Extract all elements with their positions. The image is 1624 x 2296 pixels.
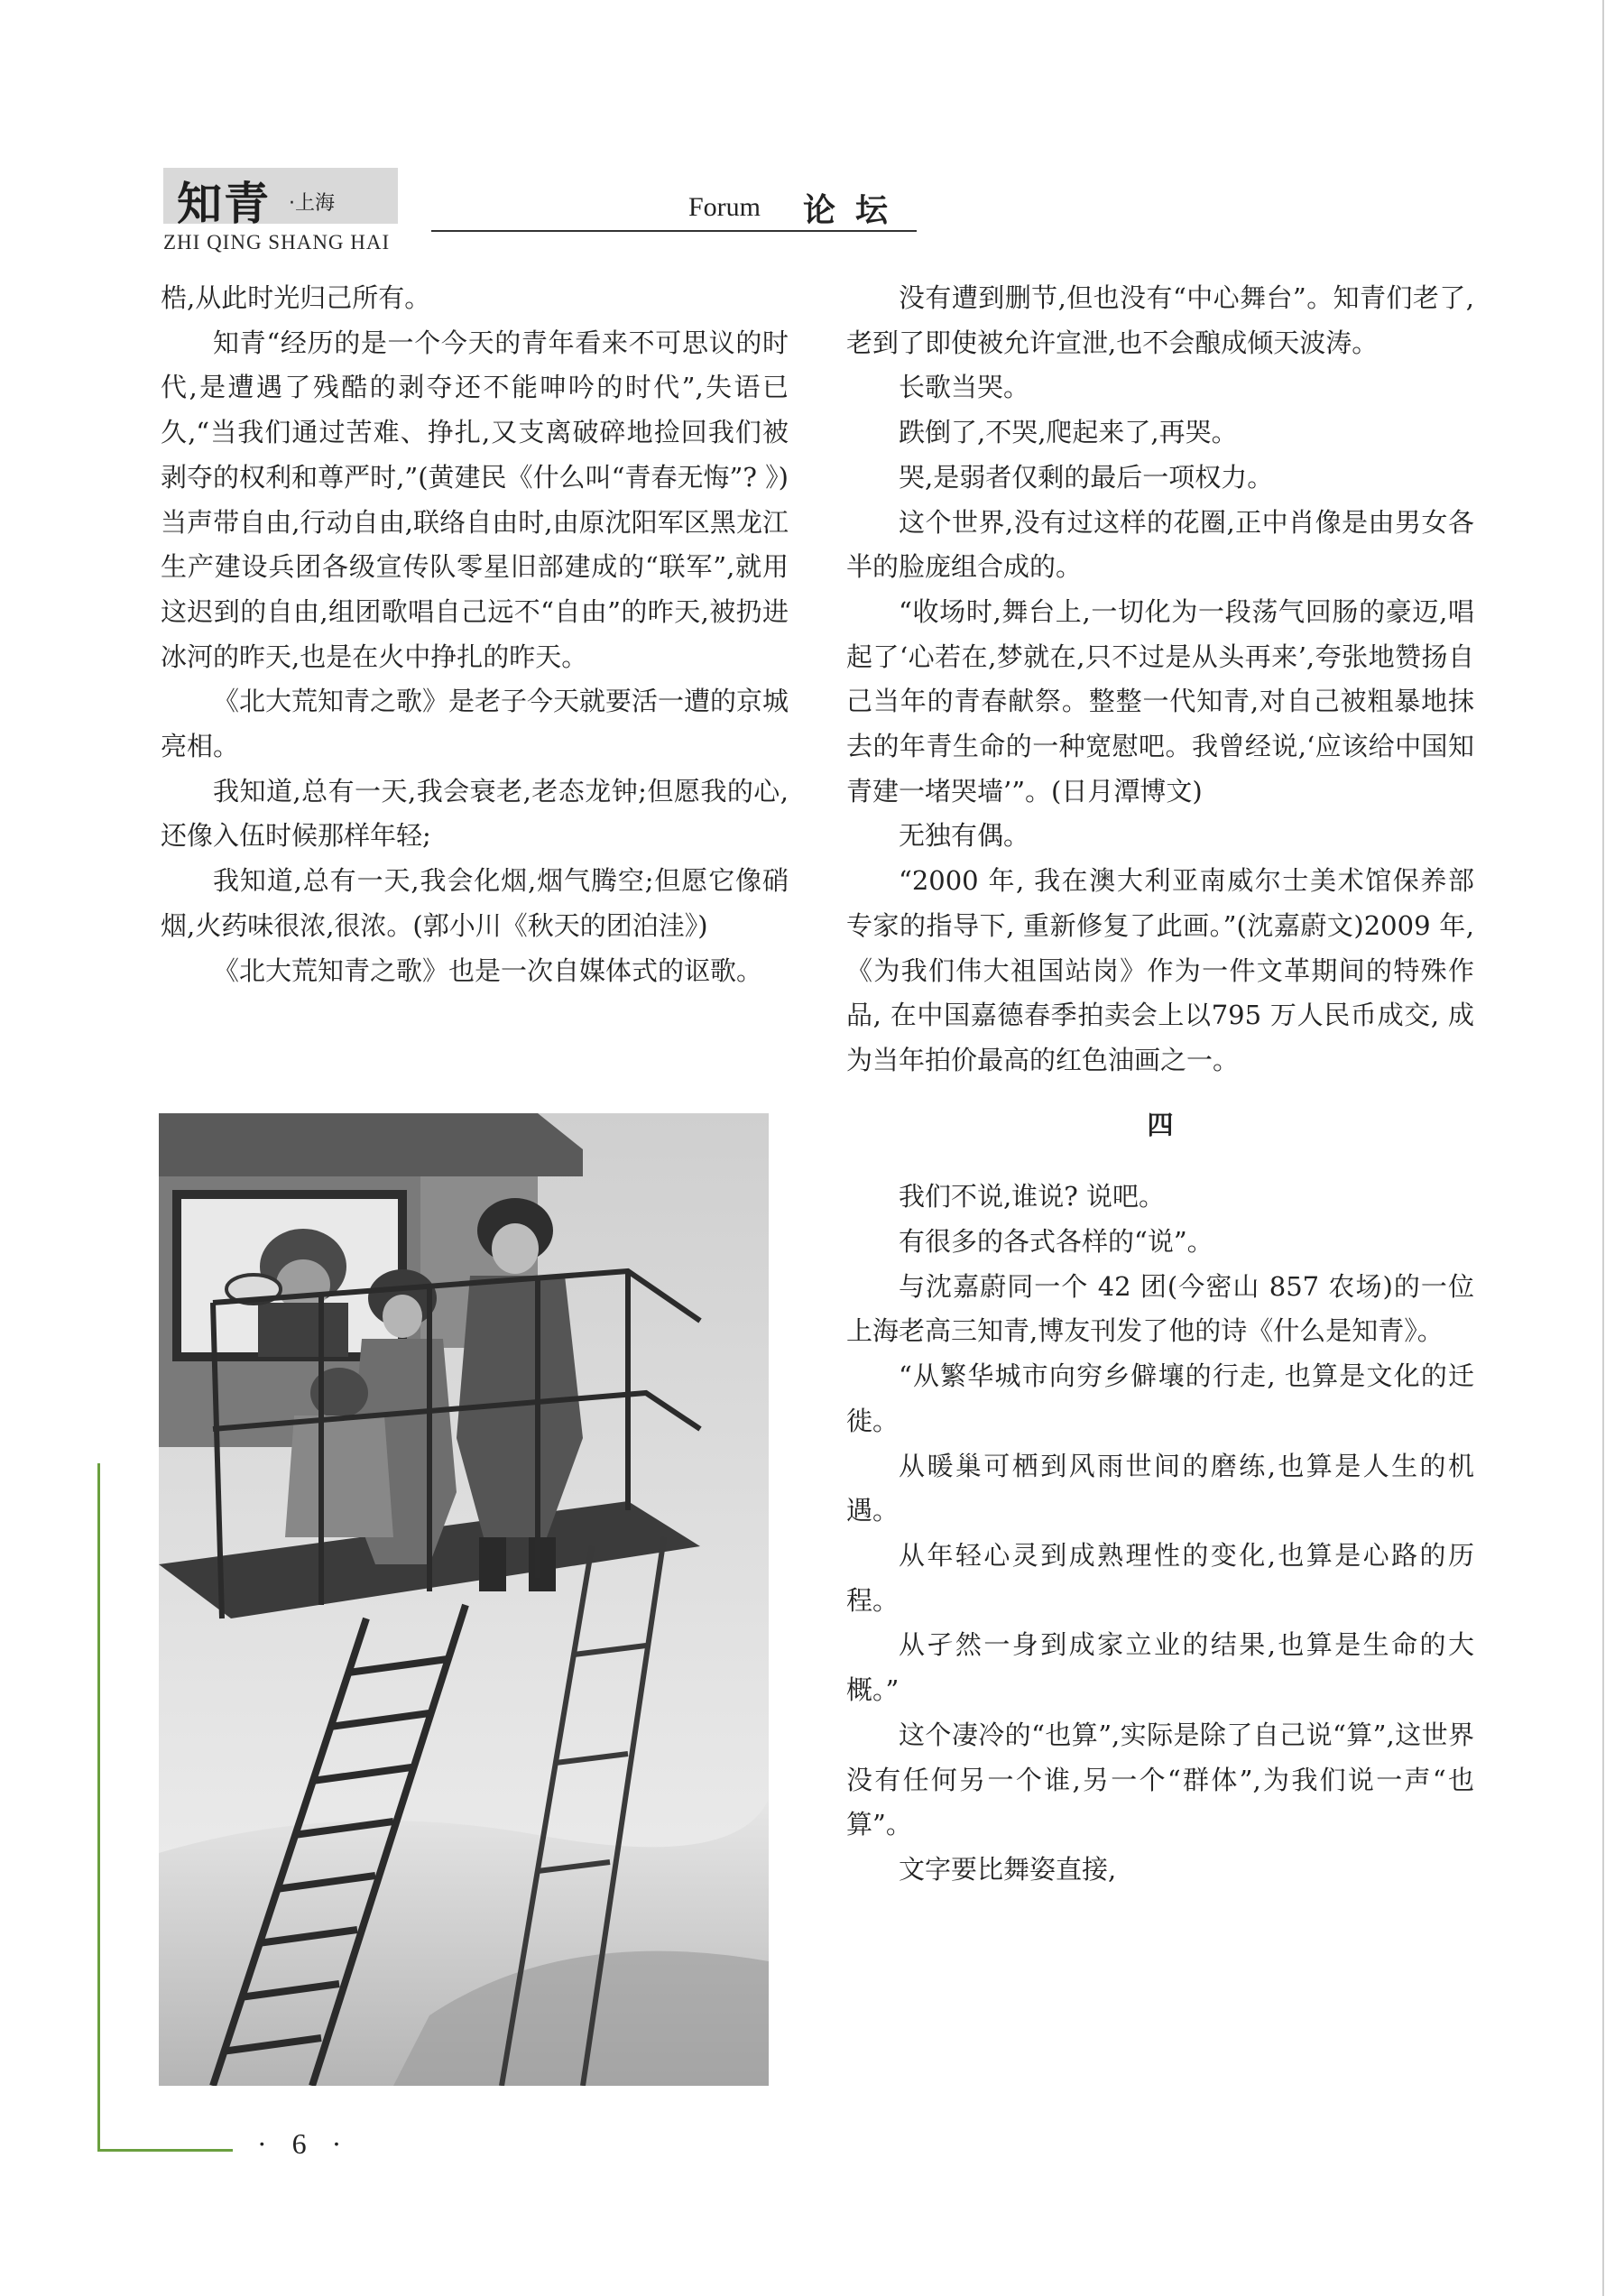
paragraph: 我知道,总有一天,我会化烟,烟气腾空;但愿它像硝烟,火药味很浓,很浓。(郭小川《秋天的团泊洼》) xyxy=(161,865,789,941)
paragraph: 有很多的各式各样的“说”。 xyxy=(899,1226,1213,1258)
paragraph: 梏,从此时光归己所有。 xyxy=(161,282,431,313)
section-name-chinese: 论坛 xyxy=(803,191,909,229)
paragraph: 长歌当哭。 xyxy=(899,372,1030,403)
section-name-english: Forum xyxy=(688,192,761,222)
journal-logo-title: 知青 xyxy=(177,177,271,230)
paragraph: 我知道,总有一天,我会衰老,老态龙钟;但愿我的心,还像入伍时候那样年轻; xyxy=(161,775,789,852)
footer-rule xyxy=(97,2149,233,2152)
header-divider xyxy=(431,230,917,232)
page-number: · 6 · xyxy=(257,2127,351,2160)
paragraph: 我们不说,谁说? 说吧。 xyxy=(899,1181,1165,1213)
paragraph: 《北大荒知青之歌》也是一次自媒体式的讴歌。 xyxy=(213,954,763,986)
paragraph: 知青“经历的是一个今天的青年看来不可思议的时代,是遭遇了残酷的剥夺还不能呻吟的时代”,失语已久,“当我们通过苦难、挣扎,又支离破碎地捡回我们被剥夺的权利和尊严时,”(黄建民《什么叫“青春无悔”? 》)当声带自由,行动自由,联络自由时,由原沈阳军区黑龙江生产建设兵团各级宣传队零星旧部建成的“联军”,就用这迟到的自由,组团歌唱自己远不“自由”的昨天,被扔进冰河的昨天,也是在火中挣扎的昨天。 xyxy=(161,327,789,672)
paragraph: 与沈嘉蔚同一个 42 团(今密山 857 农场)的一位上海老高三知青,博友刊发了他的诗《什么是知青》。 xyxy=(846,1270,1474,1347)
paragraph: 《北大荒知青之歌》是老子今天就要活一遭的京城亮相。 xyxy=(161,686,789,762)
left-text-column xyxy=(161,276,789,993)
paragraph: 从年轻心灵到成熟理性的变化,也算是心路的历程。 xyxy=(846,1539,1474,1616)
paragraph: “收场时,舞台上,一切化为一段荡气回肠的豪迈,唱起了‘心若在,梦就在,只不过是从头再来’,夸张地赞扬自己当年的青春献祭。整整一代知青,对自己被粗暴地抹去的年青生命的一种宽慰吧。我曾经说,‘应该给中国知青建一堵哭墙’”。(日月潭博文) xyxy=(846,595,1474,807)
paragraph: 文字要比舞姿直接, xyxy=(899,1853,1117,1885)
journal-logo-city: ·上海 xyxy=(289,192,335,215)
paragraph: 这个世界,没有过这样的花圈,正中肖像是由男女各半的脸庞组合成的。 xyxy=(846,506,1474,583)
paragraph: “2000 年, 我在澳大利亚南威尔士美术馆保养部专家的指导下, 重新修复了此画。”(沈嘉蔚文)2009 年,《为我们伟大祖国站岗》作为一件文革期间的特殊作品, 在中国嘉德春季拍卖会上以795 万人民币成交, 成为当年拍价最高的红色油画之一。 xyxy=(846,865,1474,1075)
journal-logo-pinyin: ZHI QING SHANG HAI xyxy=(163,231,391,254)
paragraph: 没有遭到删节,但也没有“中心舞台”。知青们老了,老到了即使被允许宣泄,也不会酿成倾天波涛。 xyxy=(846,282,1474,358)
page-edge-line xyxy=(1602,0,1604,2296)
watchtower-guards-photo xyxy=(159,1113,769,2086)
paragraph: 无独有偶。 xyxy=(899,820,1030,852)
paragraph: 跌倒了,不哭,爬起来了,再哭。 xyxy=(899,417,1238,448)
paragraph: 从暖巢可栖到风雨世间的磨练,也算是人生的机遇。 xyxy=(846,1450,1474,1526)
paragraph: 从孑然一身到成家立业的结果,也算是生命的大概。” xyxy=(846,1629,1474,1706)
paragraph: 这个凄冷的“也算”,实际是除了自己说“算”,这世界没有任何另一个谁,另一个“群体”,为我们说一声“也算”。 xyxy=(846,1719,1474,1840)
paragraph: 哭,是弱者仅剩的最后一项权力。 xyxy=(899,461,1274,493)
section-heading: 四 xyxy=(1147,1109,1174,1140)
paragraph: “从繁华城市向穷乡僻壤的行走, 也算是文化的迁徙。 xyxy=(846,1360,1474,1436)
right-text-column xyxy=(846,276,1474,1893)
left-margin-rule xyxy=(97,1463,100,2151)
